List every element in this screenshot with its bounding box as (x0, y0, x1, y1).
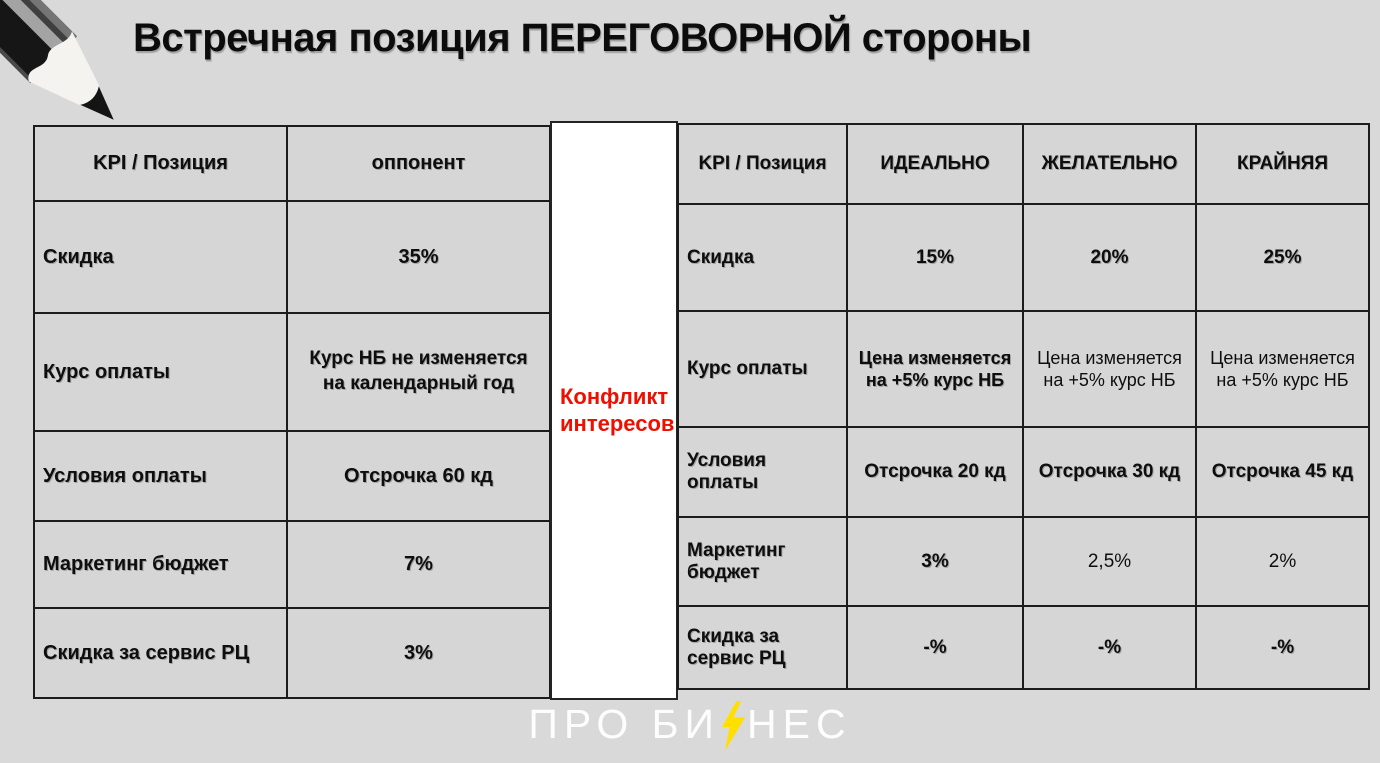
opponent-position-table (33, 125, 551, 699)
cell-opponent-marketing-budget: 7% (287, 521, 550, 608)
cell-extreme-discount: 25% (1196, 204, 1369, 311)
table-row (678, 517, 1369, 606)
cell-ideal-dc-service-discount: -% (847, 606, 1023, 689)
table-row (678, 427, 1369, 517)
table-row (34, 608, 550, 698)
row-label-dc-service-discount: Скидка за сервис РЦ (34, 608, 287, 698)
cell-opponent-payment-rate: Курс НБ не изменяется на календарный год (287, 313, 550, 431)
cell-desirable-marketing-budget: 2,5% (1023, 517, 1196, 606)
row-label-discount: Скидка (34, 201, 287, 313)
own-position-table (677, 123, 1370, 690)
right-header-extreme: КРАЙНЯЯ (1196, 124, 1369, 204)
probusiness-logo (0, 701, 1380, 754)
table-row (34, 431, 550, 521)
table-row (34, 201, 550, 313)
row-label-payment-terms: Условия оплаты (34, 431, 287, 521)
left-header-opponent: оппонент (287, 126, 550, 201)
logo-text-right: НЕС (747, 701, 852, 747)
row-label-marketing-budget: Маркетинг бюджет (678, 517, 847, 606)
table-header-row (678, 124, 1369, 204)
left-header-kpi: KPI / Позиция (34, 126, 287, 201)
row-label-marketing-budget: Маркетинг бюджет (34, 521, 287, 608)
cell-ideal-payment-rate: Цена изменяется на +5% курс НБ (847, 311, 1023, 427)
row-label-dc-service-discount: Скидка за сервис РЦ (678, 606, 847, 689)
table-row (678, 204, 1369, 311)
conflict-of-interest-panel (550, 121, 678, 700)
cell-opponent-payment-terms: Отсрочка 60 кд (287, 431, 550, 521)
cell-desirable-payment-rate: Цена изменяется на +5% курс НБ (1023, 311, 1196, 427)
cell-opponent-discount: 35% (287, 201, 550, 313)
lightning-bolt-icon (721, 701, 746, 751)
table-header-row (34, 126, 550, 201)
logo-text-left: ПРО БИ (528, 701, 720, 747)
table-row (678, 311, 1369, 427)
cell-desirable-dc-service-discount: -% (1023, 606, 1196, 689)
conflict-of-interest-label: Конфликт интересов (560, 384, 675, 436)
cell-desirable-discount: 20% (1023, 204, 1196, 311)
row-label-payment-rate: Курс оплаты (34, 313, 287, 431)
right-header-ideal: ИДЕАЛЬНО (847, 124, 1023, 204)
table-row (678, 606, 1369, 689)
row-label-payment-rate: Курс оплаты (678, 311, 847, 427)
cell-extreme-marketing-budget: 2% (1196, 517, 1369, 606)
cell-desirable-payment-terms: Отсрочка 30 кд (1023, 427, 1196, 517)
cell-extreme-payment-terms: Отсрочка 45 кд (1196, 427, 1369, 517)
cell-extreme-dc-service-discount: -% (1196, 606, 1369, 689)
slide-title: Встречная позиция ПЕРЕГОВОРНОЙ стороны (133, 16, 1032, 60)
cell-ideal-discount: 15% (847, 204, 1023, 311)
cell-ideal-marketing-budget: 3% (847, 517, 1023, 606)
row-label-discount: Скидка (678, 204, 847, 311)
cell-extreme-payment-rate: Цена изменяется на +5% курс НБ (1196, 311, 1369, 427)
table-row (34, 521, 550, 608)
table-row (34, 313, 550, 431)
cell-opponent-dc-service-discount: 3% (287, 608, 550, 698)
right-header-desirable: ЖЕЛАТЕЛЬНО (1023, 124, 1196, 204)
cell-ideal-payment-terms: Отсрочка 20 кд (847, 427, 1023, 517)
right-header-kpi: KPI / Позиция (678, 124, 847, 204)
row-label-payment-terms: Условия оплаты (678, 427, 847, 517)
